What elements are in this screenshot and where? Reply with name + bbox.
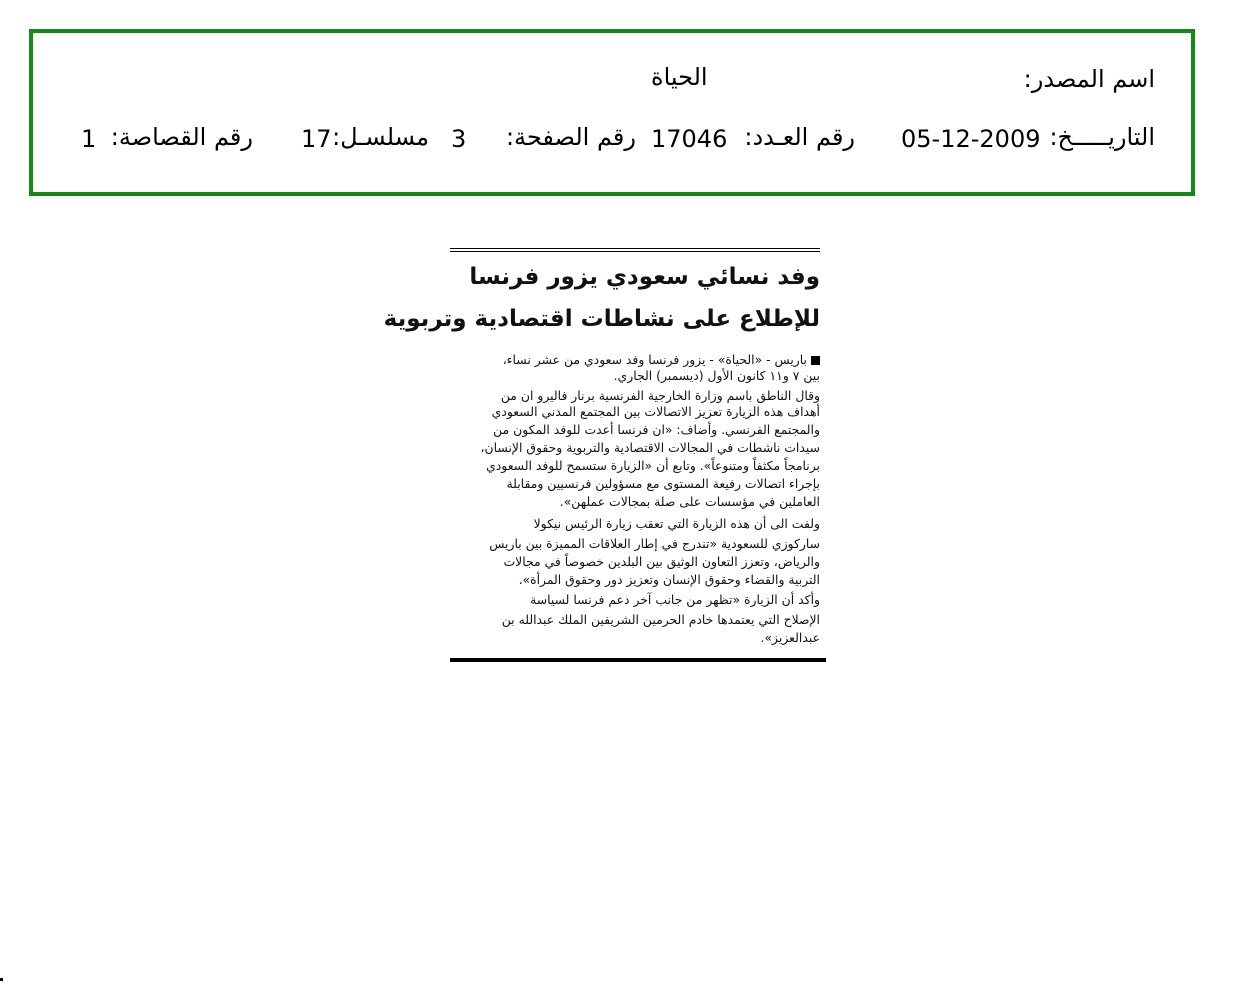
serial-label: مسلسـل:: [332, 123, 429, 151]
bullet-square-icon: [811, 356, 820, 365]
article-line: وقال الناطق باسم وزارة الخارجية الفرنسية برنار فاليرو ان من: [500, 388, 820, 403]
clipping-top-rule: [450, 248, 820, 252]
article-line: ولفت الى أن هذه الزيارة التي تعقب زيارة الرئيس نيكولا: [533, 516, 820, 531]
date-label: التاريـــــخ:: [1049, 123, 1155, 151]
issue-label: رقم العـدد:: [744, 123, 855, 151]
article-line: الإصلاح التي يعتمدها خادم الحرمين الشريفين الملك عبدالله بن: [501, 612, 820, 627]
newspaper-clipping: [383, 248, 828, 664]
page-value: 3: [451, 125, 467, 153]
article-line: عبدالعزيز».: [760, 630, 820, 645]
article-line: ساركوزي للسعودية «تندرج في إطار العلاقات المميزة بين باريس: [489, 536, 820, 551]
clip-value: 1: [81, 125, 97, 153]
article-line: بإجراء اتصالات رفيعة المستوى مع مسؤولين فرنسيين ومقابلة: [506, 476, 820, 491]
page-label: رقم الصفحة:: [505, 123, 636, 151]
headline-line-2: للإطلاع على نشاطات اقتصادية وتربوية: [383, 306, 820, 332]
article-line: أهداف هذه الزيارة تعزيز الاتصالات بين المجتمع المدني السعودي: [491, 404, 820, 419]
article-line: سيدات ناشطات في المجالات الاقتصادية والتربوية وحقوق الإنسان،: [480, 440, 820, 455]
source-value: الحياة: [651, 63, 708, 91]
clipping-bottom-rule: [450, 658, 826, 662]
article-line: والرياض، وتعزز التعاون الوثيق بين البلدين خصوصاً في مجالات: [503, 554, 820, 569]
article-line: برنامجاً مكثفاً ومتنوعاً». وتابع أن «الزيارة ستسمح للوفد السعودي: [486, 458, 820, 473]
article-line: باريس - «الحياة» - يزور فرنسا وفد سعودي من عشر نساء،: [503, 352, 820, 368]
date-value: 05-12-2009: [901, 125, 1041, 153]
issue-value: 17046: [651, 125, 728, 153]
article-line: التربية والقضاء وحقوق الإنسان وتعزيز دور وحقوق المرأة».: [518, 572, 820, 587]
article-line: والمجتمع الفرنسي. وأضاف: «ان فرنسا أعدت للوفد المكون من: [493, 422, 820, 437]
article-line: وأكد أن الزيارة «تظهر من جانب آخر دعم فرنسا لسياسة: [530, 592, 820, 607]
article-line: بين ٧ و١١ كانون الأول (ديسمبر) الجاري.: [613, 368, 820, 383]
article-line: العاملين في مؤسسات على صلة بمجالات عملهن».: [559, 494, 820, 509]
clipping-header-box: [29, 29, 1195, 196]
serial-value: 17: [301, 125, 332, 153]
source-label: اسم المصدر:: [1023, 65, 1155, 93]
headline-line-1: وفد نسائي سعودي يزور فرنسا: [469, 264, 820, 290]
clip-label: رقم القصاصة:: [110, 123, 253, 151]
scan-speck: [0, 978, 3, 981]
